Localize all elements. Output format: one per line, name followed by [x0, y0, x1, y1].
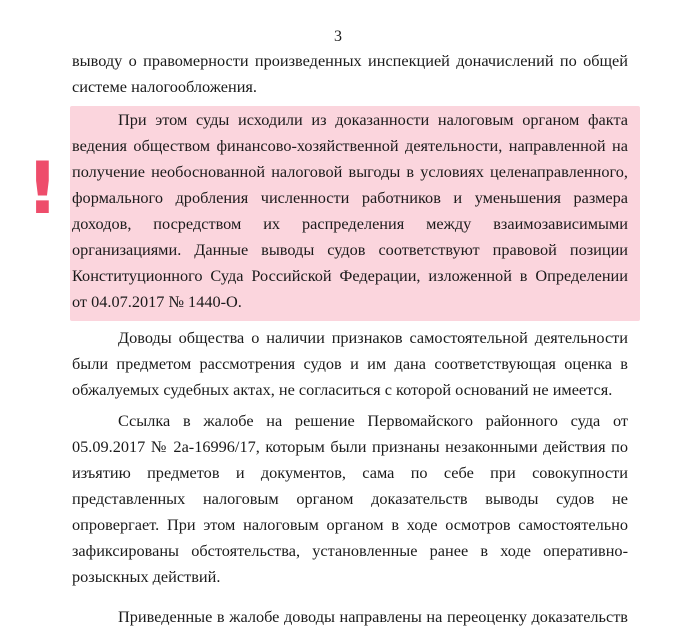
paragraph-5: [72, 604, 628, 630]
paragraph-1: [72, 48, 628, 100]
text-line: При этом суды исходили из доказанности налоговым органом факта: [118, 110, 628, 129]
paragraph-3: [72, 325, 628, 403]
text-line: опровергает. При этом налоговым органом в ходе осмотров самостоятельно: [72, 515, 628, 534]
text-line: Приведенные в жалобе доводы направлены на переоценку доказательств: [118, 607, 628, 626]
paragraph-2-highlighted: [72, 107, 628, 315]
exclamation-mark: !: [26, 146, 59, 230]
text-line: были предметом рассмотрения судов и им дана соответствующая оценка в: [72, 354, 628, 373]
text-line: формального дробления численности работников и уменьшения размера: [72, 188, 628, 207]
text-line: Конституционного Суда Российской Федерации, изложенной в Определении: [72, 266, 628, 285]
page-number: 3: [334, 28, 342, 45]
paragraph-4: [72, 408, 628, 590]
text-line: от 04.07.2017 № 1440-О.: [72, 292, 242, 311]
text-line: зафиксированы обстоятельства, установленные ранее в ходе оперативно-: [72, 541, 628, 560]
text-line: системе налогообложения.: [72, 77, 257, 96]
text-line: Ссылка в жалобе на решение Первомайского районного суда от: [118, 411, 628, 430]
text-line: изъятию предметов и документов, сама по себе при совокупности: [72, 463, 628, 482]
text-line: 05.09.2017 № 2а-16996/17, которым были признаны незаконными действия по: [72, 437, 628, 456]
text-line: Доводы общества о наличии признаков самостоятельной деятельности: [118, 328, 628, 347]
text-line: организациями. Данные выводы судов соответствуют правовой позиции: [72, 240, 628, 259]
text-line: розыскных действий.: [72, 567, 221, 586]
text-line: представленных налоговым органом доказательств выводы судов не: [72, 489, 628, 508]
text-line: доходов, посредством их распределения между взаимозависимыми: [72, 214, 628, 233]
text-line: ведения обществом финансово-хозяйственной деятельности, направленной на: [72, 136, 628, 155]
text-line: обжалуемых судебных актах, не согласиться с которой оснований не имеется.: [72, 380, 613, 399]
text-line: получение необоснованной налоговой выгоды в условиях целенаправленного,: [72, 162, 628, 181]
text-line: выводу о правомерности произведенных инспекцией доначислений по общей: [72, 51, 628, 70]
